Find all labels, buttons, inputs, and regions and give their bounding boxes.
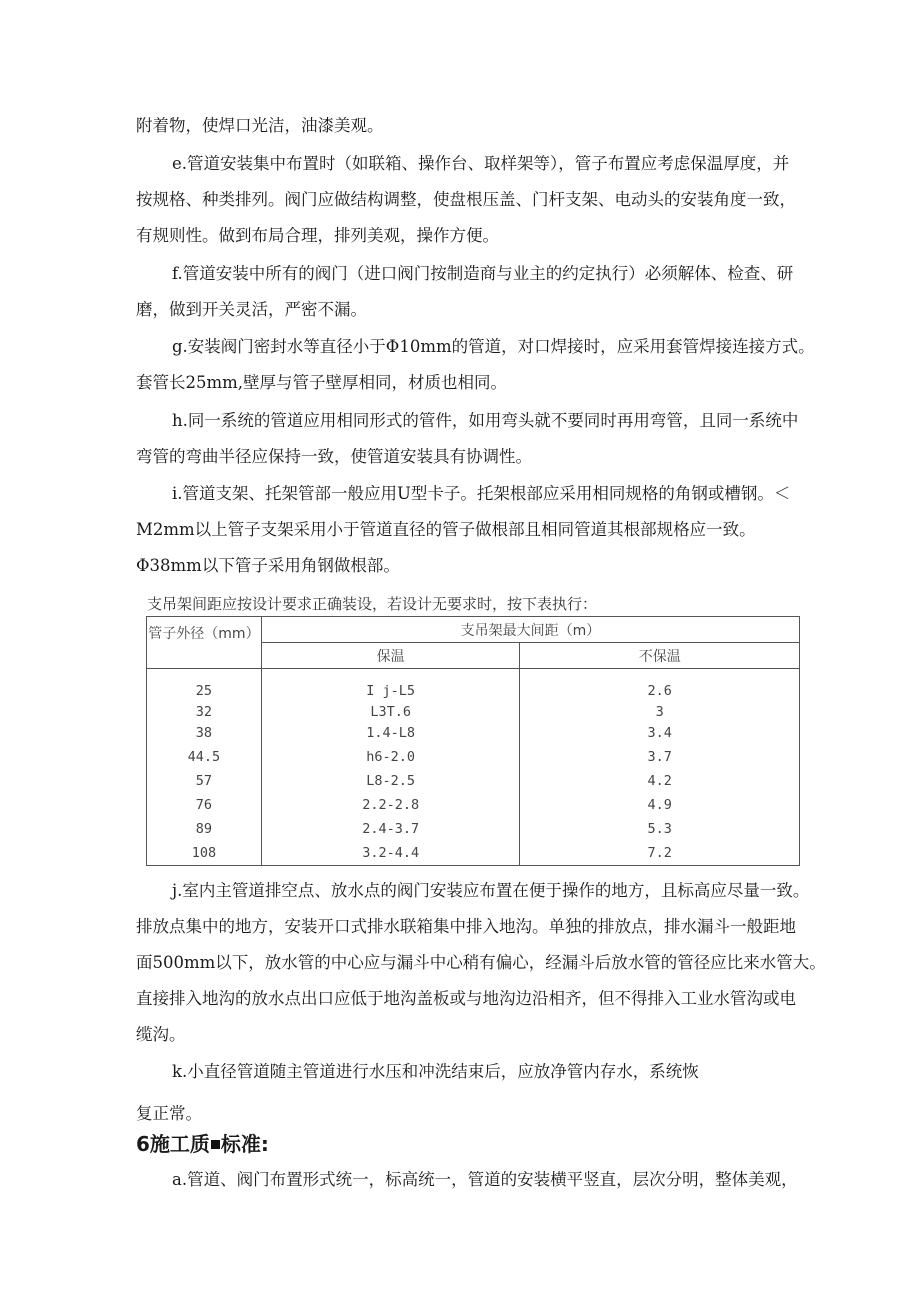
square-mark-icon xyxy=(211,1140,220,1149)
paragraph-continuation xyxy=(136,108,816,144)
column-header-outer-diameter: 管子外径（mm） xyxy=(147,617,262,669)
paragraph-i xyxy=(136,476,816,584)
table-cell: 2.4-3.7 xyxy=(362,821,420,837)
text-line: 弯管的弯曲半径应保持一致，使管道安装具有协调性。 xyxy=(136,447,532,466)
text-line: 排放点集中的地方，安装开口式排水联箱集中排入地沟。单独的排放点，排水漏斗一般距地 xyxy=(136,917,796,936)
table-cell: 44.5 xyxy=(187,749,221,765)
section-heading xyxy=(136,1128,269,1157)
text-line: i.管道支架、托架管部一般应用U型卡子。托架根部应采用相同规格的角钢或槽钢。＜ xyxy=(172,484,791,503)
table-cell: 57 xyxy=(195,773,213,789)
text-line: e.管道安装集中布置时（如联箱、操作台、取样架等），管子布置应考虑保温厚度，并 xyxy=(172,154,790,173)
support-spacing-table xyxy=(146,616,800,866)
paragraph-j xyxy=(136,873,826,1053)
table-cell: L3T.6 xyxy=(370,704,411,720)
table-cell: 3.4 xyxy=(647,725,672,741)
insulated-column xyxy=(261,669,520,866)
table-cell: 108 xyxy=(191,845,217,861)
table-cell: 2.2-2.8 xyxy=(362,797,420,813)
table-cell: 2.6 xyxy=(647,683,672,699)
heading-text-end: 标准: xyxy=(220,1132,269,1156)
text-line: 套管长25mm,壁厚与管子壁厚相同，材质也相同。 xyxy=(136,373,508,392)
text-line: g.安装阀门密封水等直径小于Φ10mm的管道，对口焊接时，应采用套管焊接连接方式。 xyxy=(172,337,815,356)
table-cell: 3 xyxy=(655,704,664,720)
text-line: 按规格、种类排列。阀门应做结构调整，使盘根压盖、门杆支架、电动头的安装角度一致， xyxy=(136,190,796,209)
text-line: 复正常。 xyxy=(136,1104,202,1123)
table-cell: L8-2.5 xyxy=(366,773,416,789)
column-header-insulated: 保温 xyxy=(261,643,520,669)
text-line: h.同一系统的管道应用相同形式的管件，如用弯头就不要同时再用弯管，且同一系统中 xyxy=(172,411,799,430)
table-cell: 38 xyxy=(195,725,213,741)
table-cell: 1.4-L8 xyxy=(366,725,416,741)
table-cell: 4.2 xyxy=(647,773,672,789)
table-cell: 5.3 xyxy=(647,821,672,837)
table-cell: h6-2.0 xyxy=(366,749,416,765)
table-cell: 89 xyxy=(195,821,213,837)
table-cell: 25 xyxy=(195,683,213,699)
paragraph-e xyxy=(136,146,816,254)
text-line: 面500mm以下，放水管的中心应与漏斗中心稍有偏心，经漏斗后放水管的管径应比来水管大。 xyxy=(136,953,826,972)
text-line: a.管道、阀门布置形式统一，标高统一，管道的安装横平竖直，层次分明，整体美观， xyxy=(172,1170,798,1189)
table-cell: 76 xyxy=(195,797,213,813)
table-cell: 7.2 xyxy=(647,845,672,861)
column-header-max-spacing: 支吊架最大间距（m） xyxy=(261,617,799,643)
paragraph-k xyxy=(136,1054,816,1132)
paragraph-h xyxy=(136,403,816,475)
diameter-column xyxy=(147,669,262,866)
text-line: 缆沟。 xyxy=(136,1025,186,1044)
table-caption: 支吊架间距应按设计要求正确装设，若设计无要求时，按下表执行： xyxy=(147,595,598,613)
text-line: 有规则性。做到布局合理，排列美观，操作方便。 xyxy=(136,226,499,245)
text-line: 直接排入地沟的放水点出口应低于地沟盖板或与地沟边沿相齐，但不得排入工业水管沟或电 xyxy=(136,989,796,1008)
bare-column xyxy=(520,669,800,866)
text-line: f.管道安装中所有的阀门（进口阀门按制造商与业主的约定执行）必须解体、检查、研 xyxy=(172,264,794,283)
heading-text-start: 6施工质 xyxy=(136,1132,210,1156)
text-line: k.小直径管道随主管道进行水压和冲洗结束后，应放净管内存水，系统恢 xyxy=(172,1062,699,1081)
column-header-bare: 不保温 xyxy=(520,643,800,669)
paragraph-a xyxy=(136,1162,816,1198)
text-line: M2mm以上管子支架采用小于管道直径的管子做根部且相同管道其根部规格应一致。 xyxy=(136,520,756,539)
table-cell: 4.9 xyxy=(647,797,672,813)
table-cell: 3.7 xyxy=(647,749,672,765)
paragraph-g xyxy=(136,329,816,401)
text-line: 磨，做到开关灵活，严密不漏。 xyxy=(136,300,367,319)
text-line: j.室内主管道排空点、放水点的阀门安装应布置在便于操作的地方，且标高应尽量一致。 xyxy=(172,881,810,900)
table-cell: 32 xyxy=(195,704,213,720)
text-line: Φ38mm以下管子采用角钢做根部。 xyxy=(136,556,400,575)
paragraph-f xyxy=(136,256,816,328)
text-line: 附着物，使焊口光洁，油漆美观。 xyxy=(136,116,384,135)
table-cell: 3.2-4.4 xyxy=(362,845,420,861)
table-cell: I j-L5 xyxy=(366,683,416,699)
